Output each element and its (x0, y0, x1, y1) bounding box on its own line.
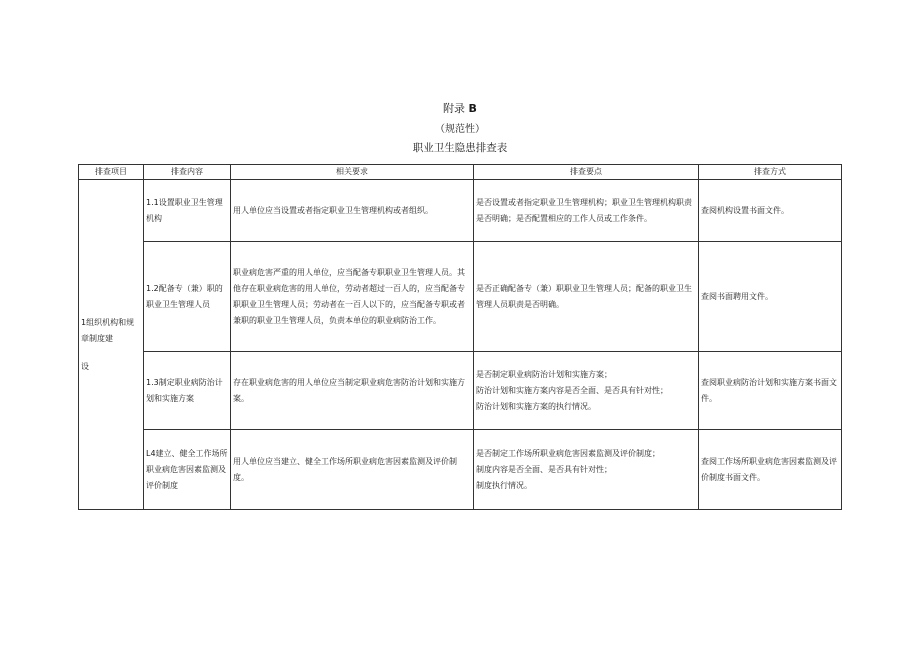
check-point-line: 制度执行情况。 (476, 480, 532, 490)
check-point-line: 防治计划和实施方案的执行情况。 (476, 401, 596, 411)
check-points-cell (474, 242, 699, 352)
check-point-line: 防治计划和实施方案内容是否全面、是否具有针对性； (476, 385, 668, 395)
check-point-line: 是否正确配备专（兼）职职业卫生管理人员；配备的职业卫生管理人员职责是否明确。 (476, 283, 692, 309)
table-row (79, 242, 842, 352)
check-points-cell (474, 352, 699, 430)
check-points-cell (474, 180, 699, 242)
header-check-item: 排查项目 (79, 165, 144, 180)
check-method-cell: 查阅书面聘用文件。 (699, 242, 842, 352)
header-check-content: 排查内容 (144, 165, 231, 180)
header-check-points: 排查要点 (474, 165, 699, 180)
appendix-subtitle: （规范性） (435, 124, 485, 135)
check-method-cell: 查阅工作场所职业病危害因素监测及评价制度书面文件。 (699, 430, 842, 510)
appendix-title-letter: B (468, 102, 477, 115)
table-header-row (79, 165, 842, 180)
table-row (79, 180, 842, 242)
requirement-cell: 职业病危害严重的用人单位，应当配备专职职业卫生管理人员。其他存在职业病危害的用人单位，劳动者超过一百人的，应当配备专职职业卫生管理人员；劳动者在一百人以下的，应当配备专职或者兼职的职业卫生管理人员，负责本单位的职业病防治工作。 (231, 242, 474, 352)
appendix-title (0, 100, 920, 116)
table-row (79, 352, 842, 430)
check-point-line: 制度内容是否全面、是否具有针对性； (476, 464, 612, 474)
appendix-title-prefix: 附录 (443, 102, 466, 115)
requirement-cell: 用人单位应当建立、健全工作场所职业病危害因素监测及评价制度。 (231, 430, 474, 510)
table-title: 职业卫生隐患排查表 (412, 142, 508, 154)
category-cell (79, 180, 144, 510)
check-point-line: 是否设置或者指定职业卫生管理机构；职业卫生管理机构职责是否明确；是否配置相应的工作人员或工作条件。 (476, 197, 692, 223)
header-requirement: 相关要求 (231, 165, 474, 180)
requirement-cell: 存在职业病危害的用人单位应当制定职业病危害防治计划和实施方案。 (231, 352, 474, 430)
check-content-cell: 1.2配备专（兼）职的职业卫生管理人员 (144, 242, 231, 352)
check-point-line: 是否制定工作场所职业病危害因素监测及评价制度； (476, 448, 660, 458)
header-check-method: 排查方式 (699, 165, 842, 180)
requirement-cell: 用人单位应当设置或者指定职业卫生管理机构或者组织。 (231, 180, 474, 242)
check-point-line: 是否制定职业病防治计划和实施方案； (476, 369, 612, 379)
check-content-cell: L4建立、健全工作场所职业病危害因素监测及评价制度 (144, 430, 231, 510)
check-content-cell: 1.3制定职业病防治计划和实施方案 (144, 352, 231, 430)
check-points-cell (474, 430, 699, 510)
check-method-cell: 查阅职业病防治计划和实施方案书面文件。 (699, 352, 842, 430)
table-row (79, 430, 842, 510)
check-method-cell: 查阅机构设置书面文件。 (699, 180, 842, 242)
check-content-cell: 1.1设置职业卫生管理机构 (144, 180, 231, 242)
category-label: 1组织机构和规章制度建 (81, 317, 135, 343)
category-label-tail: 设 (81, 361, 89, 371)
hazard-check-table (78, 164, 842, 510)
